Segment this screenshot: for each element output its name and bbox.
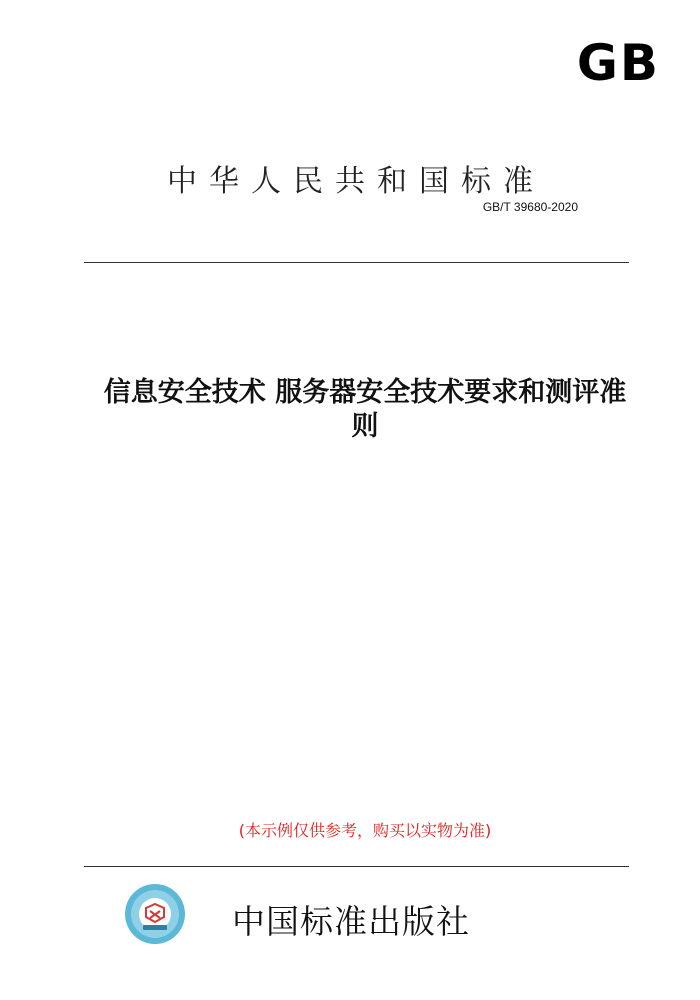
standard-number: GB/T 39680-2020 — [482, 200, 578, 214]
sample-note: (本示例仅供参考，购买以实物为准) — [238, 821, 492, 840]
document-title — [60, 376, 670, 444]
bottom-divider — [84, 866, 629, 867]
standard-title: 中华人民共和国标准 — [167, 164, 545, 199]
gb-logo: GB — [576, 34, 660, 92]
document-title-line-1: 信息安全技术 服务器安全技术要求和测评准 — [103, 377, 627, 408]
document-title-line-2: 则 — [351, 411, 379, 442]
publisher-name: 中国标准出版社 — [232, 902, 470, 941]
top-divider — [84, 262, 629, 263]
publisher-seal-icon — [124, 883, 186, 945]
